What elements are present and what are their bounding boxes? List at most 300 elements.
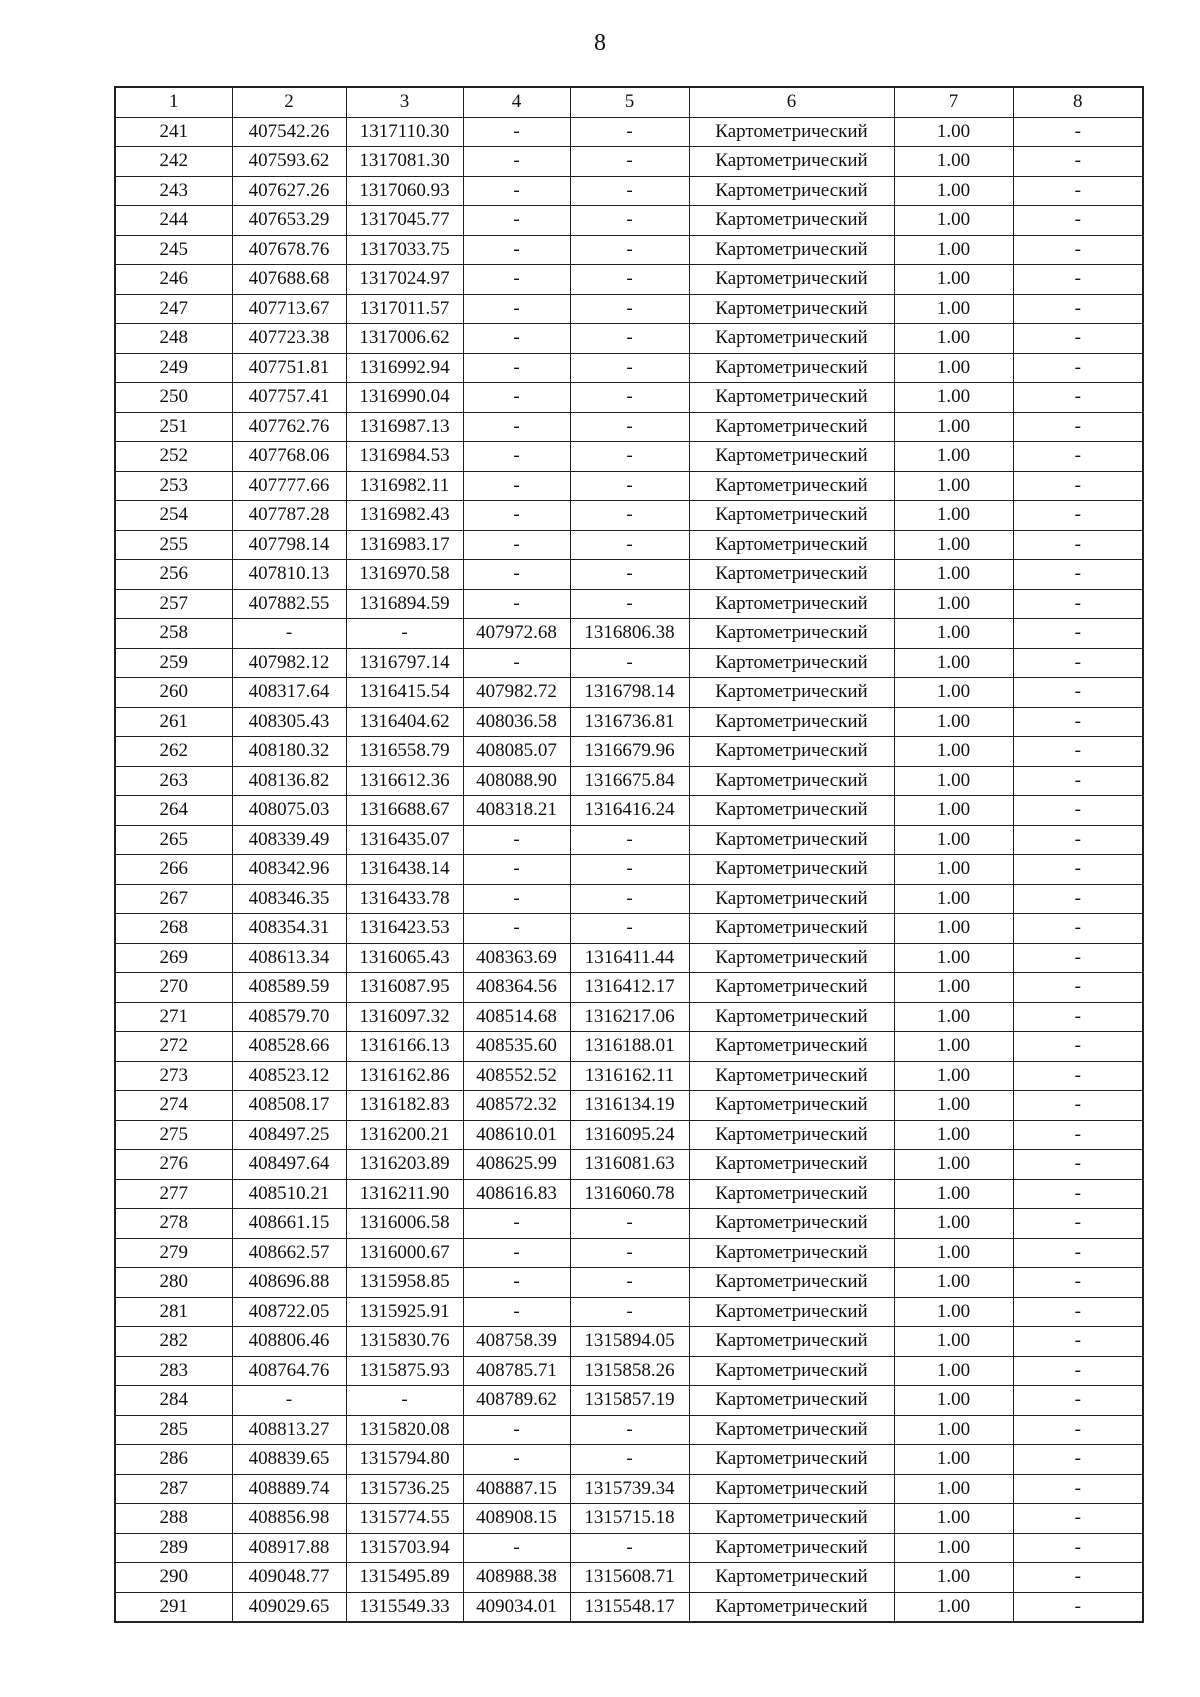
table-cell: 1315703.94 xyxy=(346,1533,463,1563)
table-row xyxy=(115,471,1143,501)
table-cell: - xyxy=(570,206,689,236)
table-cell: - xyxy=(463,294,570,324)
table-cell: - xyxy=(1013,1504,1143,1534)
table-cell: 408136.82 xyxy=(232,766,346,796)
table-cell: 260 xyxy=(115,678,232,708)
table-cell: - xyxy=(1013,324,1143,354)
table-cell: 1315548.17 xyxy=(570,1592,689,1622)
table-cell: 408075.03 xyxy=(232,796,346,826)
table-row xyxy=(115,560,1143,590)
table-cell: - xyxy=(232,1386,346,1416)
table-cell: 1.00 xyxy=(894,1091,1013,1121)
table-cell: Картометрический xyxy=(689,707,894,737)
table-cell: 407542.26 xyxy=(232,117,346,147)
table-cell: 1315739.34 xyxy=(570,1474,689,1504)
table-cell: - xyxy=(1013,1592,1143,1622)
table-cell: 1.00 xyxy=(894,1504,1013,1534)
table-cell: - xyxy=(1013,914,1143,944)
table-cell: - xyxy=(463,855,570,885)
table-cell: 1316188.01 xyxy=(570,1032,689,1062)
table-row xyxy=(115,796,1143,826)
table-cell: - xyxy=(570,442,689,472)
table-cell: - xyxy=(463,353,570,383)
table-cell: - xyxy=(346,619,463,649)
table-cell: 409029.65 xyxy=(232,1592,346,1622)
table-cell: 1.00 xyxy=(894,1445,1013,1475)
table-cell: 1317110.30 xyxy=(346,117,463,147)
table-cell: 1.00 xyxy=(894,1238,1013,1268)
table-cell: 408339.49 xyxy=(232,825,346,855)
table-cell: 408346.35 xyxy=(232,884,346,914)
table-cell: - xyxy=(1013,1002,1143,1032)
table-cell: 1.00 xyxy=(894,855,1013,885)
table-cell: - xyxy=(463,265,570,295)
table-cell: 1.00 xyxy=(894,737,1013,767)
table-cell: Картометрический xyxy=(689,1474,894,1504)
table-cell: 1.00 xyxy=(894,383,1013,413)
table-cell: 262 xyxy=(115,737,232,767)
table-cell: 1.00 xyxy=(894,501,1013,531)
table-row xyxy=(115,1445,1143,1475)
table-cell: 407777.66 xyxy=(232,471,346,501)
table-cell: 1316217.06 xyxy=(570,1002,689,1032)
table-cell: - xyxy=(570,412,689,442)
table-cell: 1316211.90 xyxy=(346,1179,463,1209)
table-cell: 1.00 xyxy=(894,973,1013,1003)
table-cell: 270 xyxy=(115,973,232,1003)
table-cell: - xyxy=(570,1268,689,1298)
table-row xyxy=(115,1533,1143,1563)
table-cell: 1315715.18 xyxy=(570,1504,689,1534)
table-row xyxy=(115,1091,1143,1121)
page-number: 8 xyxy=(594,30,606,56)
table-cell: - xyxy=(1013,1150,1143,1180)
table-cell: - xyxy=(570,471,689,501)
table-cell: 241 xyxy=(115,117,232,147)
table-row xyxy=(115,914,1143,944)
table-cell: 408510.21 xyxy=(232,1179,346,1209)
table-cell: Картометрический xyxy=(689,884,894,914)
table-cell: - xyxy=(1013,943,1143,973)
column-header: 5 xyxy=(570,87,689,117)
table-cell: Картометрический xyxy=(689,501,894,531)
table-cell: 407762.76 xyxy=(232,412,346,442)
table-cell: 1.00 xyxy=(894,353,1013,383)
table-cell: - xyxy=(570,825,689,855)
table-cell: - xyxy=(1013,737,1143,767)
table-cell: Картометрический xyxy=(689,1533,894,1563)
table-cell: Картометрический xyxy=(689,1061,894,1091)
table-cell: 277 xyxy=(115,1179,232,1209)
table-cell: 1.00 xyxy=(894,1533,1013,1563)
table-cell: Картометрический xyxy=(689,914,894,944)
table-cell: - xyxy=(1013,796,1143,826)
table-cell: 1315958.85 xyxy=(346,1268,463,1298)
table-cell: 1316412.17 xyxy=(570,973,689,1003)
table-cell: 408364.56 xyxy=(463,973,570,1003)
table-cell: - xyxy=(1013,530,1143,560)
table-cell: - xyxy=(463,471,570,501)
table-cell: 408856.98 xyxy=(232,1504,346,1534)
table-row xyxy=(115,1563,1143,1593)
table-cell: 1315794.80 xyxy=(346,1445,463,1475)
table-cell: Картометрический xyxy=(689,1563,894,1593)
table-cell: 1316060.78 xyxy=(570,1179,689,1209)
table-cell: 273 xyxy=(115,1061,232,1091)
table-cell: Картометрический xyxy=(689,412,894,442)
table-cell: - xyxy=(570,560,689,590)
table-row xyxy=(115,235,1143,265)
table-cell: 408889.74 xyxy=(232,1474,346,1504)
table-cell: 1316806.38 xyxy=(570,619,689,649)
table-cell: 1316182.83 xyxy=(346,1091,463,1121)
table-row xyxy=(115,1002,1143,1032)
table-cell: 254 xyxy=(115,501,232,531)
table-cell: Картометрический xyxy=(689,619,894,649)
table-cell: 1.00 xyxy=(894,265,1013,295)
table-cell: - xyxy=(570,1445,689,1475)
table-cell: 1316992.94 xyxy=(346,353,463,383)
table-cell: - xyxy=(1013,973,1143,1003)
table-cell: 407982.72 xyxy=(463,678,570,708)
table-cell: - xyxy=(463,412,570,442)
table-cell: Картометрический xyxy=(689,1091,894,1121)
table-cell: 1316675.84 xyxy=(570,766,689,796)
table-row xyxy=(115,117,1143,147)
table-row xyxy=(115,1474,1143,1504)
table-cell: Картометрический xyxy=(689,530,894,560)
table-cell: - xyxy=(463,324,570,354)
table-cell: 1316435.07 xyxy=(346,825,463,855)
table-cell: Картометрический xyxy=(689,766,894,796)
table-cell: Картометрический xyxy=(689,648,894,678)
table-cell: - xyxy=(1013,1563,1143,1593)
table-cell: 407723.38 xyxy=(232,324,346,354)
table-cell: 291 xyxy=(115,1592,232,1622)
table-cell: 407751.81 xyxy=(232,353,346,383)
table-cell: 243 xyxy=(115,176,232,206)
table-cell: 1317045.77 xyxy=(346,206,463,236)
table-cell: Картометрический xyxy=(689,117,894,147)
table-cell: 242 xyxy=(115,147,232,177)
table-cell: - xyxy=(570,176,689,206)
table-cell: Картометрический xyxy=(689,589,894,619)
table-cell: 408514.68 xyxy=(463,1002,570,1032)
table-cell: 249 xyxy=(115,353,232,383)
table-cell: 1.00 xyxy=(894,1150,1013,1180)
table-cell: - xyxy=(1013,1268,1143,1298)
table-cell: Картометрический xyxy=(689,1120,894,1150)
table-cell: 1316065.43 xyxy=(346,943,463,973)
table-cell: 1316982.43 xyxy=(346,501,463,531)
table-cell: 1.00 xyxy=(894,176,1013,206)
table-cell: 247 xyxy=(115,294,232,324)
table-cell: 289 xyxy=(115,1533,232,1563)
table-cell: 408887.15 xyxy=(463,1474,570,1504)
table-cell: 407982.12 xyxy=(232,648,346,678)
table-cell: - xyxy=(1013,1061,1143,1091)
table-cell: 1.00 xyxy=(894,471,1013,501)
table-row xyxy=(115,943,1143,973)
table-row xyxy=(115,147,1143,177)
table-cell: - xyxy=(1013,1415,1143,1445)
table-cell: 1.00 xyxy=(894,412,1013,442)
table-cell: Картометрический xyxy=(689,825,894,855)
table-cell: 252 xyxy=(115,442,232,472)
table-cell: - xyxy=(1013,235,1143,265)
table-cell: 1316095.24 xyxy=(570,1120,689,1150)
table-row xyxy=(115,324,1143,354)
table-cell: 1.00 xyxy=(894,678,1013,708)
table-cell: - xyxy=(1013,442,1143,472)
table-cell: 408758.39 xyxy=(463,1327,570,1357)
table-cell: 278 xyxy=(115,1209,232,1239)
table-header-row xyxy=(115,87,1143,117)
table-cell: 266 xyxy=(115,855,232,885)
table-cell: 282 xyxy=(115,1327,232,1357)
table-cell: 1316411.44 xyxy=(570,943,689,973)
table-cell: 408839.65 xyxy=(232,1445,346,1475)
table-cell: - xyxy=(570,884,689,914)
table-cell: 408317.64 xyxy=(232,678,346,708)
table-cell: Картометрический xyxy=(689,1238,894,1268)
table-cell: - xyxy=(1013,294,1143,324)
table-row xyxy=(115,1238,1143,1268)
table-row xyxy=(115,825,1143,855)
table-cell: - xyxy=(570,501,689,531)
table-cell: 1316797.14 xyxy=(346,648,463,678)
table-cell: 1316987.13 xyxy=(346,412,463,442)
table-cell: 407787.28 xyxy=(232,501,346,531)
table-cell: - xyxy=(1013,1120,1143,1150)
table-cell: - xyxy=(570,1533,689,1563)
table-cell: 1315925.91 xyxy=(346,1297,463,1327)
table-cell: Картометрический xyxy=(689,1327,894,1357)
table-cell: 1316087.95 xyxy=(346,973,463,1003)
table-cell: 408497.25 xyxy=(232,1120,346,1150)
table-cell: 1315894.05 xyxy=(570,1327,689,1357)
table-row xyxy=(115,1032,1143,1062)
table-cell: 1.00 xyxy=(894,117,1013,147)
table-cell: - xyxy=(1013,766,1143,796)
table-cell: - xyxy=(463,589,570,619)
table-row xyxy=(115,353,1143,383)
table-cell: 1317033.75 xyxy=(346,235,463,265)
table-cell: 408305.43 xyxy=(232,707,346,737)
table-cell: - xyxy=(570,648,689,678)
table-cell: 1.00 xyxy=(894,1179,1013,1209)
table-row xyxy=(115,1120,1143,1150)
table-cell: Картометрический xyxy=(689,855,894,885)
table-cell: 1.00 xyxy=(894,648,1013,678)
table-cell: 1.00 xyxy=(894,914,1013,944)
table-cell: 1315608.71 xyxy=(570,1563,689,1593)
table-cell: - xyxy=(570,1415,689,1445)
table-cell: 1316416.24 xyxy=(570,796,689,826)
table-cell: 284 xyxy=(115,1386,232,1416)
table-cell: 408579.70 xyxy=(232,1002,346,1032)
table-cell: 407810.13 xyxy=(232,560,346,590)
table-cell: - xyxy=(1013,1091,1143,1121)
table-cell: 1316006.58 xyxy=(346,1209,463,1239)
table-cell: - xyxy=(570,530,689,560)
table-cell: 1.00 xyxy=(894,1297,1013,1327)
table-body xyxy=(115,87,1143,1622)
table-cell: 409048.77 xyxy=(232,1563,346,1593)
table-cell: Картометрический xyxy=(689,471,894,501)
table-cell: Картометрический xyxy=(689,1356,894,1386)
table-cell: Картометрический xyxy=(689,1445,894,1475)
table-cell: - xyxy=(570,235,689,265)
table-row xyxy=(115,1356,1143,1386)
table-cell: 1316081.63 xyxy=(570,1150,689,1180)
table-row xyxy=(115,707,1143,737)
table-cell: - xyxy=(570,855,689,885)
table-cell: 1315820.08 xyxy=(346,1415,463,1445)
table-cell: - xyxy=(232,619,346,649)
table-cell: 408523.12 xyxy=(232,1061,346,1091)
table-cell: - xyxy=(463,825,570,855)
table-cell: - xyxy=(463,648,570,678)
table-cell: 1316982.11 xyxy=(346,471,463,501)
table-cell: 408789.62 xyxy=(463,1386,570,1416)
table-cell: Картометрический xyxy=(689,147,894,177)
table-cell: 1.00 xyxy=(894,1209,1013,1239)
table-cell: 1316990.04 xyxy=(346,383,463,413)
table-cell: 408610.01 xyxy=(463,1120,570,1150)
table-cell: - xyxy=(463,501,570,531)
table-cell: 408813.27 xyxy=(232,1415,346,1445)
table-cell: 1315495.89 xyxy=(346,1563,463,1593)
table-cell: - xyxy=(570,1209,689,1239)
table-cell: - xyxy=(346,1386,463,1416)
column-header: 1 xyxy=(115,87,232,117)
table-cell: - xyxy=(1013,884,1143,914)
table-cell: Картометрический xyxy=(689,1386,894,1416)
table-cell: 408180.32 xyxy=(232,737,346,767)
table-cell: 408613.34 xyxy=(232,943,346,973)
column-header: 4 xyxy=(463,87,570,117)
table-cell: Картометрический xyxy=(689,383,894,413)
table-cell: Картометрический xyxy=(689,560,894,590)
column-header: 8 xyxy=(1013,87,1143,117)
table-row xyxy=(115,530,1143,560)
table-cell: 287 xyxy=(115,1474,232,1504)
table-cell: 407757.41 xyxy=(232,383,346,413)
table-cell: - xyxy=(1013,471,1143,501)
table-cell: - xyxy=(570,294,689,324)
table-cell: Картометрический xyxy=(689,1002,894,1032)
table-cell: - xyxy=(1013,1356,1143,1386)
table-cell: Картометрический xyxy=(689,678,894,708)
table-cell: 1316688.67 xyxy=(346,796,463,826)
table-row xyxy=(115,176,1143,206)
table-cell: 1.00 xyxy=(894,796,1013,826)
table-cell: Картометрический xyxy=(689,1592,894,1622)
table-cell: 248 xyxy=(115,324,232,354)
table-row xyxy=(115,855,1143,885)
table-cell: 1315875.93 xyxy=(346,1356,463,1386)
table-cell: 408625.99 xyxy=(463,1150,570,1180)
table-cell: Картометрический xyxy=(689,796,894,826)
table-cell: 408036.58 xyxy=(463,707,570,737)
table-row xyxy=(115,265,1143,295)
table-row xyxy=(115,1268,1143,1298)
table-cell: 1.00 xyxy=(894,324,1013,354)
table-cell: 244 xyxy=(115,206,232,236)
table-row xyxy=(115,442,1143,472)
table-cell: 1.00 xyxy=(894,884,1013,914)
table-cell: 256 xyxy=(115,560,232,590)
table-cell: 250 xyxy=(115,383,232,413)
table-cell: 1.00 xyxy=(894,707,1013,737)
table-cell: 1.00 xyxy=(894,1268,1013,1298)
table-cell: 408535.60 xyxy=(463,1032,570,1062)
table-cell: 408572.32 xyxy=(463,1091,570,1121)
table-cell: - xyxy=(1013,1386,1143,1416)
table-cell: 407653.29 xyxy=(232,206,346,236)
table-cell: 1316894.59 xyxy=(346,589,463,619)
table-cell: - xyxy=(570,117,689,147)
table-cell: 1317024.97 xyxy=(346,265,463,295)
table-cell: - xyxy=(463,442,570,472)
table-cell: Картометрический xyxy=(689,1209,894,1239)
table-cell: 408528.66 xyxy=(232,1032,346,1062)
table-cell: 1316433.78 xyxy=(346,884,463,914)
table-cell: 259 xyxy=(115,648,232,678)
table-cell: - xyxy=(1013,589,1143,619)
table-row xyxy=(115,619,1143,649)
table-cell: - xyxy=(570,589,689,619)
table-cell: 408722.05 xyxy=(232,1297,346,1327)
table-cell: 408908.15 xyxy=(463,1504,570,1534)
table-cell: 407713.67 xyxy=(232,294,346,324)
table-row xyxy=(115,206,1143,236)
table-cell: Картометрический xyxy=(689,265,894,295)
table-cell: 1316097.32 xyxy=(346,1002,463,1032)
table-cell: 1316000.67 xyxy=(346,1238,463,1268)
table-cell: - xyxy=(1013,1238,1143,1268)
table-cell: Картометрический xyxy=(689,1415,894,1445)
table-cell: 261 xyxy=(115,707,232,737)
table-cell: 1.00 xyxy=(894,530,1013,560)
table-cell: 1.00 xyxy=(894,147,1013,177)
column-header: 3 xyxy=(346,87,463,117)
table-cell: 1.00 xyxy=(894,294,1013,324)
table-cell: 290 xyxy=(115,1563,232,1593)
table-cell: - xyxy=(463,1297,570,1327)
table-cell: - xyxy=(1013,1209,1143,1239)
table-cell: Картометрический xyxy=(689,206,894,236)
table-cell: - xyxy=(1013,648,1143,678)
table-row xyxy=(115,383,1143,413)
column-header: 7 xyxy=(894,87,1013,117)
table-cell: - xyxy=(463,1238,570,1268)
table-cell: 408363.69 xyxy=(463,943,570,973)
table-row xyxy=(115,884,1143,914)
table-cell: 407798.14 xyxy=(232,530,346,560)
table-row xyxy=(115,294,1143,324)
table-cell: Картометрический xyxy=(689,176,894,206)
table-cell: - xyxy=(1013,1297,1143,1327)
table-cell: 1316970.58 xyxy=(346,560,463,590)
table-cell: 280 xyxy=(115,1268,232,1298)
table-cell: 408342.96 xyxy=(232,855,346,885)
table-cell: 408988.38 xyxy=(463,1563,570,1593)
table-cell: 408661.15 xyxy=(232,1209,346,1239)
table-cell: 271 xyxy=(115,1002,232,1032)
table-cell: 408497.64 xyxy=(232,1150,346,1180)
